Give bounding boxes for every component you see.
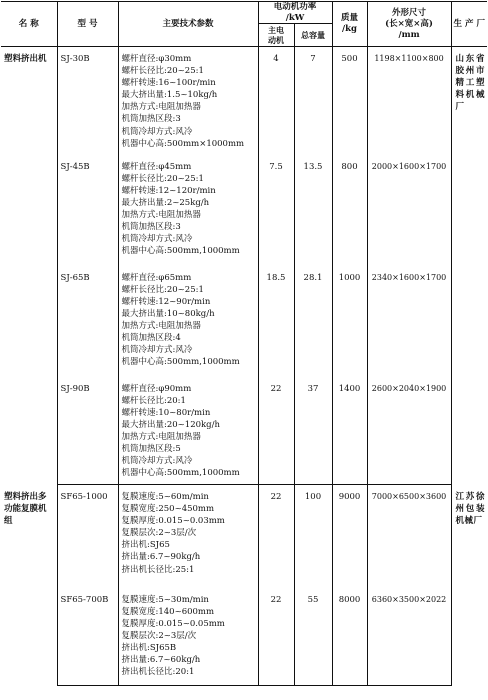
mass-cell: 9000: [332, 485, 367, 588]
params-cell: 复膜速度:5~30m/min 复膜宽度:140~600mm 复膜厚度:0.015~0.05mm 复膜层次:2~3层/次 挤出机:SJ65B 挤出量:6.7~60kg/h 挤出机长径比:20:1: [118, 588, 258, 686]
model-cell: SJ-30B: [57, 47, 118, 155]
group-name: 塑料挤出多功能复膜机组: [4, 491, 47, 526]
table-row: [1, 377, 487, 485]
table-row: [1, 588, 487, 686]
dims-cell: 2000×1600×1700: [367, 155, 451, 266]
main-motor-cell: 22: [258, 588, 294, 686]
total-capacity-cell: 100: [294, 485, 332, 588]
header-mass: 质量 /kg: [332, 2, 367, 47]
header-model: 型 号: [57, 2, 118, 47]
main-motor-cell: 7.5: [258, 155, 294, 266]
total-capacity-cell: 28.1: [294, 266, 332, 377]
header-dims: 外形尺寸 (长×宽×高) /mm: [367, 2, 451, 47]
model-cell: SF65-1000: [57, 485, 118, 588]
header-manufacturer: 生 产 厂: [451, 2, 487, 47]
main-motor-cell: 22: [258, 485, 294, 588]
header-total-capacity: 总容量: [294, 24, 332, 47]
mass-cell: 800: [332, 155, 367, 266]
manufacturer-cell: 江苏徐州包装机械厂: [451, 485, 487, 686]
main-motor-cell: 22: [258, 377, 294, 485]
dims-cell: 2600×2040×1900: [367, 377, 451, 485]
dims-cell: 2340×1600×1700: [367, 266, 451, 377]
mass-cell: 500: [332, 47, 367, 155]
mass-cell: 1000: [332, 266, 367, 377]
total-capacity-cell: 55: [294, 588, 332, 686]
total-capacity-cell: 37: [294, 377, 332, 485]
model-cell: SJ-65B: [57, 266, 118, 377]
table-row: [1, 155, 487, 266]
dims-cell: 7000×6500×3600: [367, 485, 451, 588]
params-cell: 螺杆直径:φ90mm 螺杆长径比:20:1 螺杆转速:10~80r/min 最大挤出量:20~120kg/h 加热方式:电阻加热器 机筒加热区段:5 机筒冷却方式:风冷 机器中心高:500mm,1000mm: [118, 377, 258, 485]
dims-cell: 1198×1100×800: [367, 47, 451, 155]
table-row: [1, 485, 487, 588]
header-name: 名 称: [1, 2, 57, 47]
total-capacity-cell: 13.5: [294, 155, 332, 266]
model-cell: SF65-700B: [57, 588, 118, 686]
table-header: [1, 2, 487, 47]
table-row: [1, 47, 487, 155]
params-cell: 螺杆直径:φ30mm 螺杆长径比:20~25:1 螺杆转速:16~100r/min 最大挤出量:1.5~10kg/h 加热方式:电阻加热器 机筒加热区段:3 机筒冷却方式:风冷 机器中心高:500mm×1000mm: [118, 47, 258, 155]
header-power: 电动机功率 /kW: [258, 2, 332, 24]
header-params: 主要技术参数: [118, 2, 258, 47]
mass-cell: 1400: [332, 377, 367, 485]
header-main-motor: 主电 动机: [258, 24, 294, 47]
dims-cell: 6360×3500×2022: [367, 588, 451, 686]
table-body: [1, 47, 487, 686]
mass-cell: 8000: [332, 588, 367, 686]
main-motor-cell: 4: [258, 47, 294, 155]
total-capacity-cell: 7: [294, 47, 332, 155]
params-cell: 复膜速度:5~60m/min 复膜宽度:250~450mm 复膜厚度:0.015~0.03mm 复膜层次:2~3层/次 挤出机:SJ65 挤出量:6.7~90kg/h 挤出机长径比:25:1: [118, 485, 258, 588]
main-motor-cell: 18.5: [258, 266, 294, 377]
model-cell: SJ-45B: [57, 155, 118, 266]
params-cell: 螺杆直径:φ45mm 螺杆长径比:20~25:1 螺杆转速:12~120r/min 最大挤出量:2~25kg/h 加热方式:电阻加热器 机筒加热区段:3 机筒冷却方式:风冷 机器中心高:500mm,1000mm: [118, 155, 258, 266]
model-cell: SJ-90B: [57, 377, 118, 485]
params-cell: 螺杆直径:φ65mm 螺杆长径比:20~25:1 螺杆转速:12~90r/min 最大挤出量:10~80kg/h 加热方式:电阻加热器 机筒加热区段:4 机筒冷却方式:风冷 机器中心高:500mm,1000mm: [118, 266, 258, 377]
manufacturer-cell: 山东省胶州市精工塑料机械厂: [451, 47, 487, 485]
group-name: 塑料挤出机: [4, 54, 47, 64]
spec-table: [1, 1, 487, 686]
table-row: [1, 266, 487, 377]
